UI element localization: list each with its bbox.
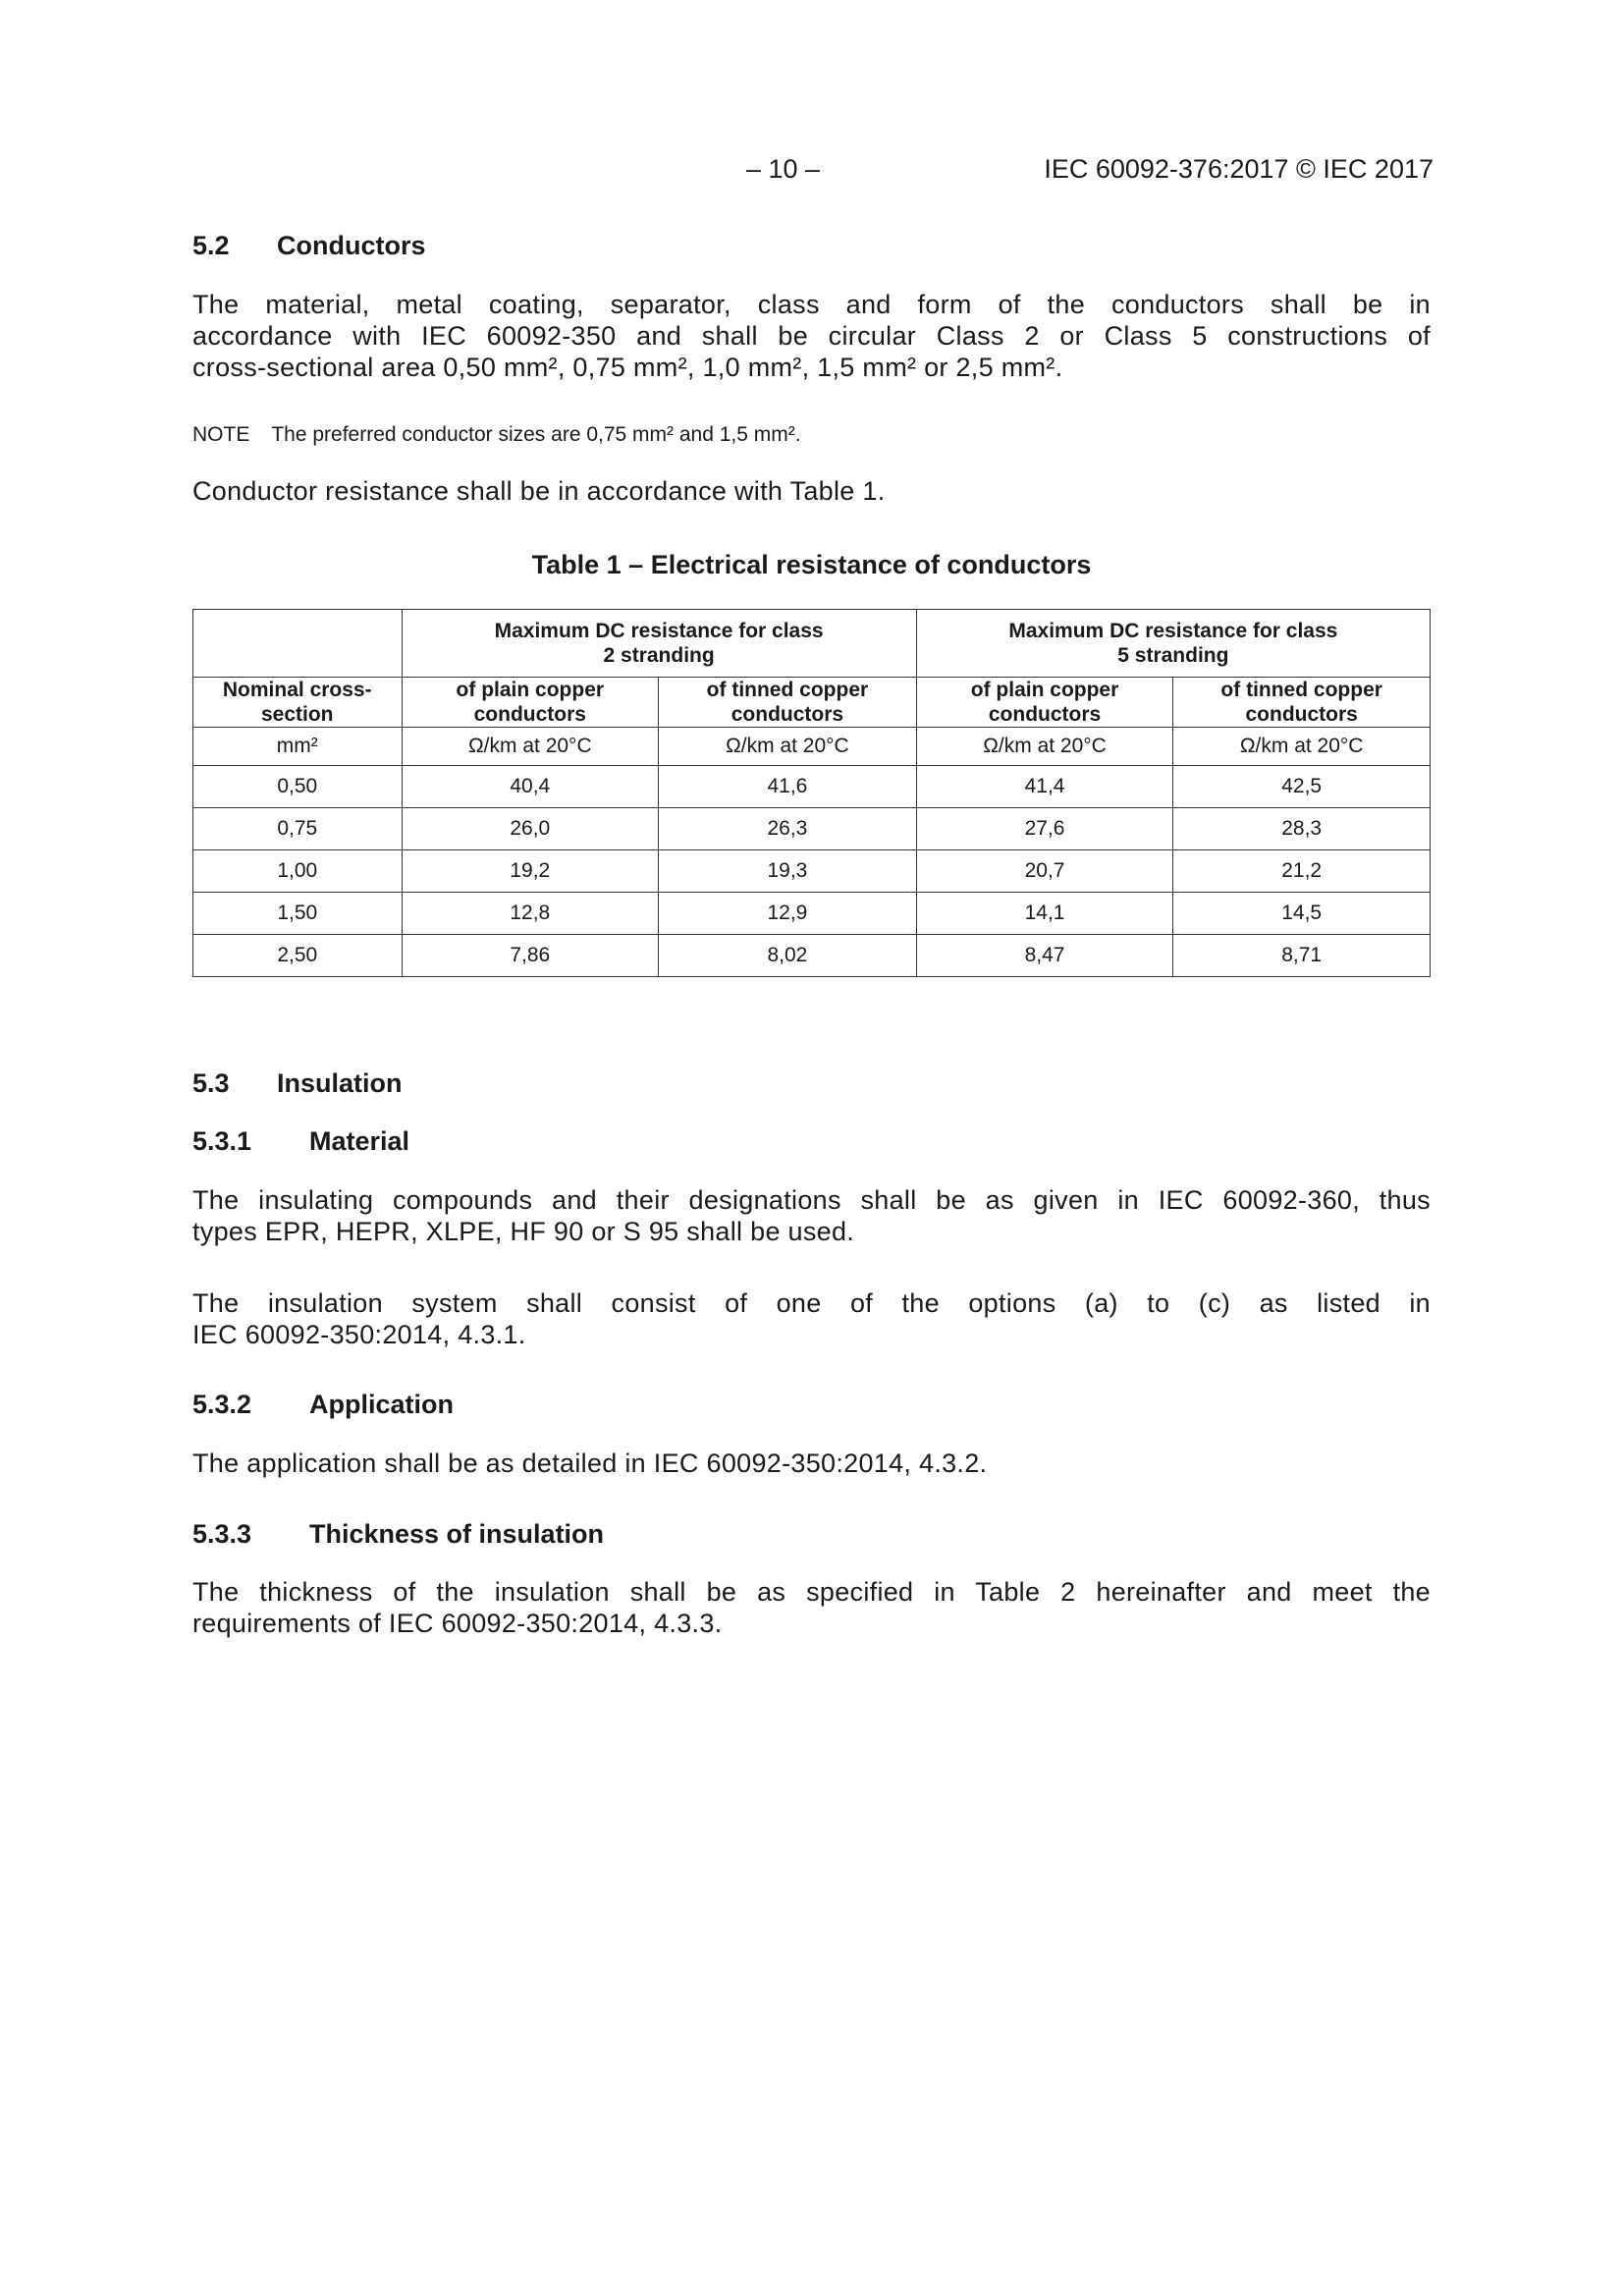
insulation-system-paragraph-line-2: IEC 60092-350:2014, 4.3.1. [192,1320,526,1349]
section-heading-5-3 [192,1068,403,1099]
cell-c5-plain: 41,4 [916,766,1173,808]
cell-size: 0,75 [193,808,403,850]
unit-c5-plain: Ω/km at 20°C [916,728,1173,766]
section-number: 5.3.2 [192,1390,252,1419]
note [192,423,801,447]
application-paragraph: The application shall be as detailed in IEC 60092-350:2014, 4.3.2. [192,1449,988,1478]
section-heading-5-3-2 [192,1390,454,1420]
section-title: Insulation [277,1068,403,1098]
thickness-paragraph-line-1: The thickness of the insulation shall be as specified in Table 2 hereinafter and meet the [192,1577,1431,1607]
cell-c2-tinned: 26,3 [659,808,917,850]
cell-size: 0,50 [193,766,403,808]
cell-c2-plain: 19,2 [402,850,659,893]
conductors-paragraph-line-3: cross-sectional area 0,50 mm², 0,75 mm², 1,0 mm², 1,5 mm² or 2,5 mm². [192,353,1063,382]
page-number: – 10 – [746,154,821,184]
section-title: Thickness of insulation [309,1519,605,1549]
header-class5-group: Maximum DC resistance for class 5 stranding [916,610,1430,678]
cell-c5-plain: 20,7 [916,850,1173,893]
header-nominal-cross-section: Nominal cross-section [193,678,403,728]
cell-c2-plain: 40,4 [402,766,659,808]
table-units-row [193,728,1431,766]
section-title: Application [309,1390,454,1419]
standard-reference: IEC 60092-376:2017 © IEC 2017 [1044,154,1434,184]
insulation-system-paragraph-line-1: The insulation system shall consist of one of the options (a) to (c) as listed in [192,1288,1431,1318]
cell-size: 1,00 [193,850,403,893]
table-row [193,893,1431,935]
cell-c2-tinned: 19,3 [659,850,917,893]
section-heading-5-3-3 [192,1519,604,1550]
cell-c5-tinned: 42,5 [1173,766,1431,808]
table-group-header-row [193,610,1431,678]
section-number: 5.2 [192,231,230,260]
header-c2-tinned: of tinned copper conductors [659,678,917,728]
material-paragraph-line-1: The insulating compounds and their designations shall be as given in IEC 60092-360, thus [192,1185,1431,1215]
table-row [193,850,1431,893]
table-column-header-row [193,678,1431,728]
table-row [193,935,1431,977]
cell-c5-plain: 14,1 [916,893,1173,935]
conductors-paragraph-line-2: accordance with IEC 60092-350 and shall be circular Class 2 or Class 5 constructions of [192,321,1431,351]
cell-c5-plain: 8,47 [916,935,1173,977]
cell-c2-tinned: 41,6 [659,766,917,808]
cell-size: 2,50 [193,935,403,977]
cell-c5-tinned: 28,3 [1173,808,1431,850]
material-paragraph-line-2: types EPR, HEPR, XLPE, HF 90 or S 95 shall be used. [192,1217,855,1246]
table-row [193,766,1431,808]
unit-c5-tinned: Ω/km at 20°C [1173,728,1431,766]
note-label: NOTE [192,423,250,446]
header-c5-plain: of plain copper conductors [916,678,1173,728]
section-heading-5-3-1 [192,1126,409,1157]
cell-size: 1,50 [193,893,403,935]
header-c2-plain: of plain copper conductors [402,678,659,728]
cell-c2-plain: 7,86 [402,935,659,977]
section-title: Conductors [277,231,426,260]
cell-c2-tinned: 8,02 [659,935,917,977]
note-text: The preferred conductor sizes are 0,75 mm² and 1,5 mm². [271,423,801,446]
cell-c5-tinned: 8,71 [1173,935,1431,977]
conductors-paragraph-line-1: The material, metal coating, separator, class and form of the conductors shall be in [192,290,1431,319]
section-number: 5.3 [192,1068,230,1098]
cell-c2-plain: 12,8 [402,893,659,935]
unit-nominal: mm² [193,728,403,766]
unit-c2-plain: Ω/km at 20°C [402,728,659,766]
section-heading-5-2 [192,231,426,261]
table-caption: Table 1 – Electrical resistance of conductors [531,550,1092,579]
header-c5-tinned: of tinned copper conductors [1173,678,1431,728]
cell-c5-tinned: 14,5 [1173,893,1431,935]
resistance-table [192,609,1431,977]
section-title: Material [309,1126,410,1156]
section-number: 5.3.3 [192,1519,252,1549]
table-row [193,808,1431,850]
conductor-resistance-paragraph: Conductor resistance shall be in accordance with Table 1. [192,476,886,506]
table-empty-corner [193,610,403,678]
section-number: 5.3.1 [192,1126,252,1156]
cell-c2-tinned: 12,9 [659,893,917,935]
cell-c5-plain: 27,6 [916,808,1173,850]
unit-c2-tinned: Ω/km at 20°C [659,728,917,766]
header-class2-group: Maximum DC resistance for class 2 stranding [402,610,916,678]
thickness-paragraph-line-2: requirements of IEC 60092-350:2014, 4.3.3. [192,1609,723,1638]
cell-c5-tinned: 21,2 [1173,850,1431,893]
cell-c2-plain: 26,0 [402,808,659,850]
